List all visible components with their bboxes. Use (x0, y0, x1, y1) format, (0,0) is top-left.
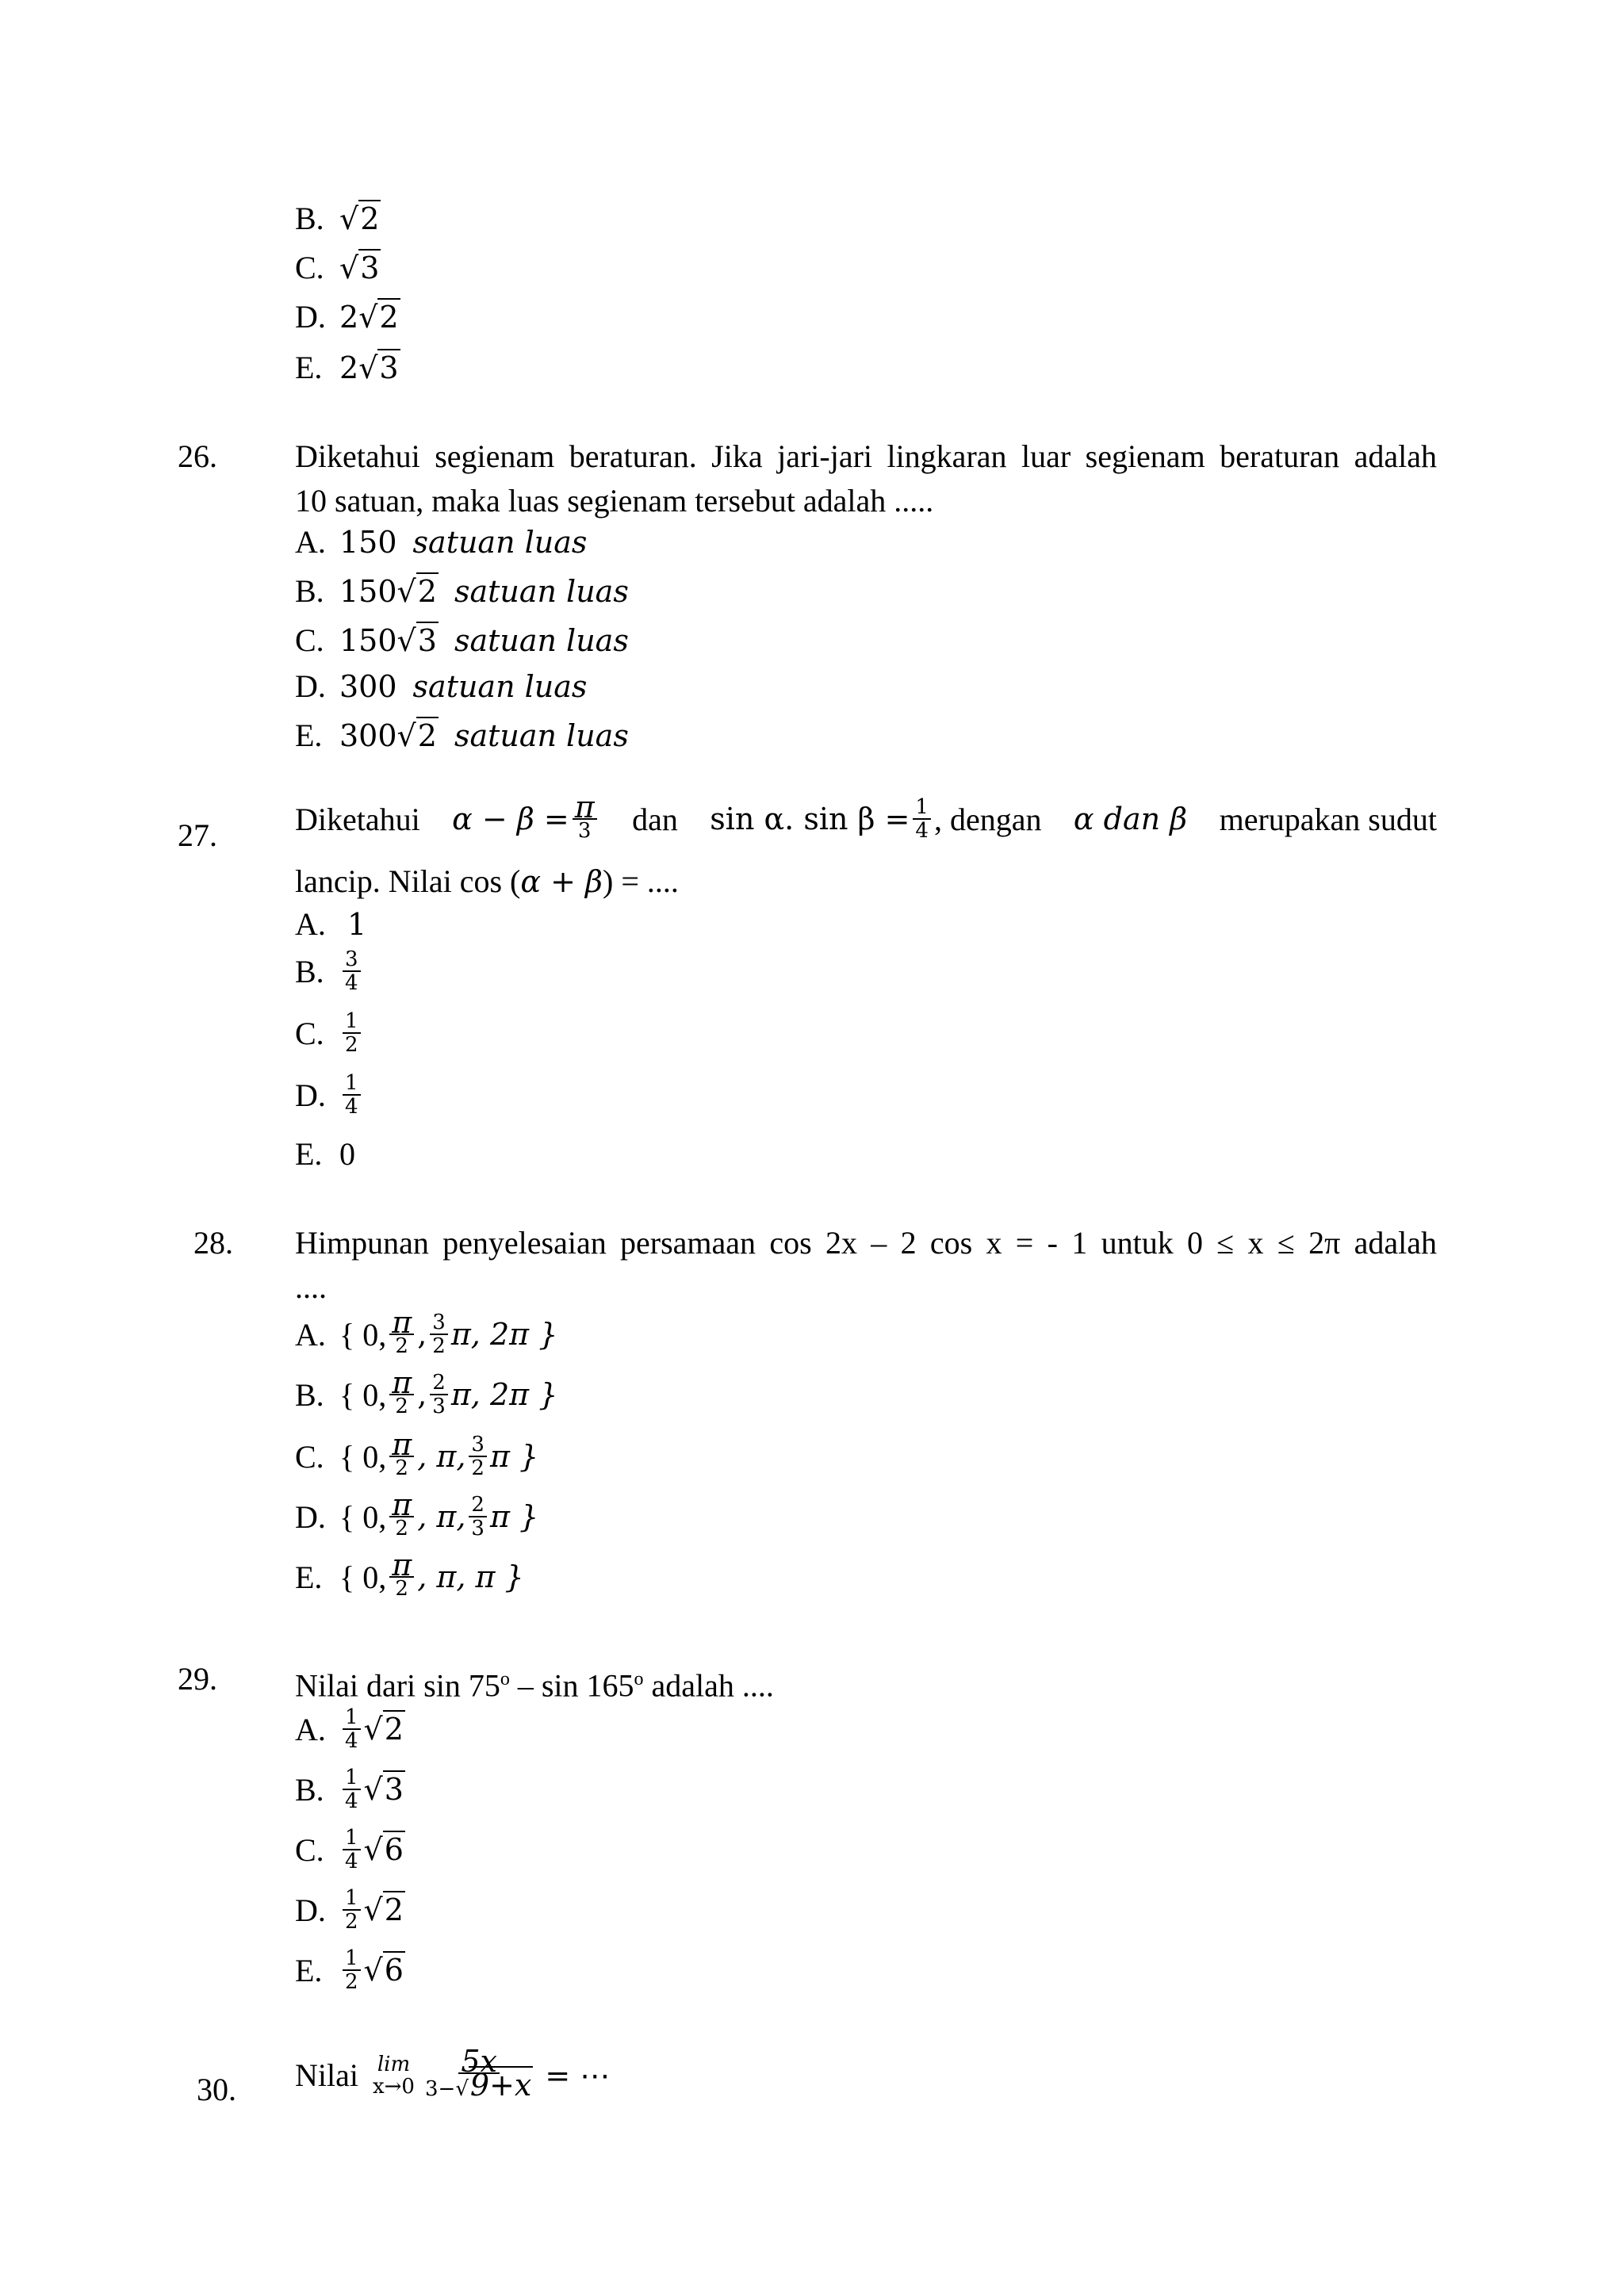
option-d[interactable]: D. { 0, $\frac{\pi}{2}$ , π, $\frac{2}{3}$ π } (295, 1487, 539, 1540)
option-c[interactable]: C. { 0, $\frac{\pi}{2}$ , π, $\frac{3}{2}$ π } (295, 1427, 539, 1480)
option-c[interactable]: C. $\frac{1}{2}$ (295, 1010, 364, 1056)
question-number: 29. (178, 1661, 217, 1697)
radical: √2 (358, 299, 399, 335)
question-number: 30. (197, 2072, 236, 2107)
option-e[interactable]: E. 0 (295, 1136, 355, 1172)
question-text-line2: lancip. Nilai cos (α + β) = .... (295, 863, 679, 899)
option-a[interactable]: A. 1 (295, 906, 367, 942)
option-e[interactable]: E. { 0, $\frac{\pi}{2}$ , π, π } (295, 1548, 524, 1601)
option-d[interactable]: D. 300 satuan luas (295, 668, 588, 704)
question-number: 28. (193, 1225, 233, 1261)
limit-fraction: $\frac{5x}{3-√9+x}$ (424, 2044, 532, 2103)
question-number: 26. (178, 438, 217, 474)
question-text: Diketahui segienam beraturan. Jika jari-jari lingkaran luar segienam beraturan adalah 10 satuan, maka luas segienam tersebut adalah ..... (295, 438, 1437, 519)
option-b[interactable]: B. $\frac{3}{4}$ (295, 948, 364, 994)
option-d[interactable]: D. 2 √2 (295, 299, 399, 335)
option-d[interactable]: D. $\frac{1}{2}$ √2 (295, 1886, 404, 1934)
question-text: Nilai lim x→0 $\frac{5x}{3-√9+x}$ = ⋯ (295, 2044, 611, 2103)
option-c[interactable]: C. 150 √3 satuan luas (295, 622, 629, 658)
option-d[interactable]: D. $\frac{1}{4}$ (295, 1072, 364, 1118)
radical: √3 (339, 250, 380, 285)
option-a[interactable]: A. $\frac{1}{4}$ √2 (295, 1705, 404, 1753)
option-a[interactable]: A. 150 satuan luas (295, 524, 588, 560)
option-b[interactable]: B. √2 (295, 201, 380, 236)
question-number: 27. (178, 817, 217, 853)
radical: √2 (339, 201, 380, 236)
question-text: Himpunan penyelesaian persamaan cos 2x – 2 cos x = - 1 untuk 0 ≤ x ≤ 2π adalah .... (295, 1225, 1437, 1305)
option-e[interactable]: E. 300 √2 satuan luas (295, 718, 629, 753)
limit-operator: lim x→0 (372, 2052, 415, 2099)
option-b[interactable]: B. { 0, $\frac{\pi}{2}$ , $\frac{2}{3}$ π, 2π } (295, 1365, 558, 1418)
question-text-line1: Diketahui α − β = $\frac{\pi}{3}$ dan sin α. sin β = $\frac{1}{4}$ , dengan α dan β merupakan sudut (295, 790, 1437, 843)
option-e[interactable]: E. 2 √3 (295, 350, 399, 385)
question-text: Nilai dari sin 75$^o$ – sin 165$^o$ adalah .... (295, 1667, 774, 1704)
option-c[interactable]: C. √3 (295, 250, 380, 285)
radical: √3 (358, 350, 399, 385)
option-a[interactable]: A. { 0, $\frac{\pi}{2}$ , $\frac{3}{2}$ π, 2π } (295, 1305, 558, 1358)
option-b[interactable]: B. $\frac{1}{4}$ √3 (295, 1766, 404, 1813)
option-e[interactable]: E. $\frac{1}{2}$ √6 (295, 1946, 404, 1994)
option-b[interactable]: B. 150 √2 satuan luas (295, 573, 629, 609)
option-c[interactable]: C. $\frac{1}{4}$ √6 (295, 1826, 404, 1873)
